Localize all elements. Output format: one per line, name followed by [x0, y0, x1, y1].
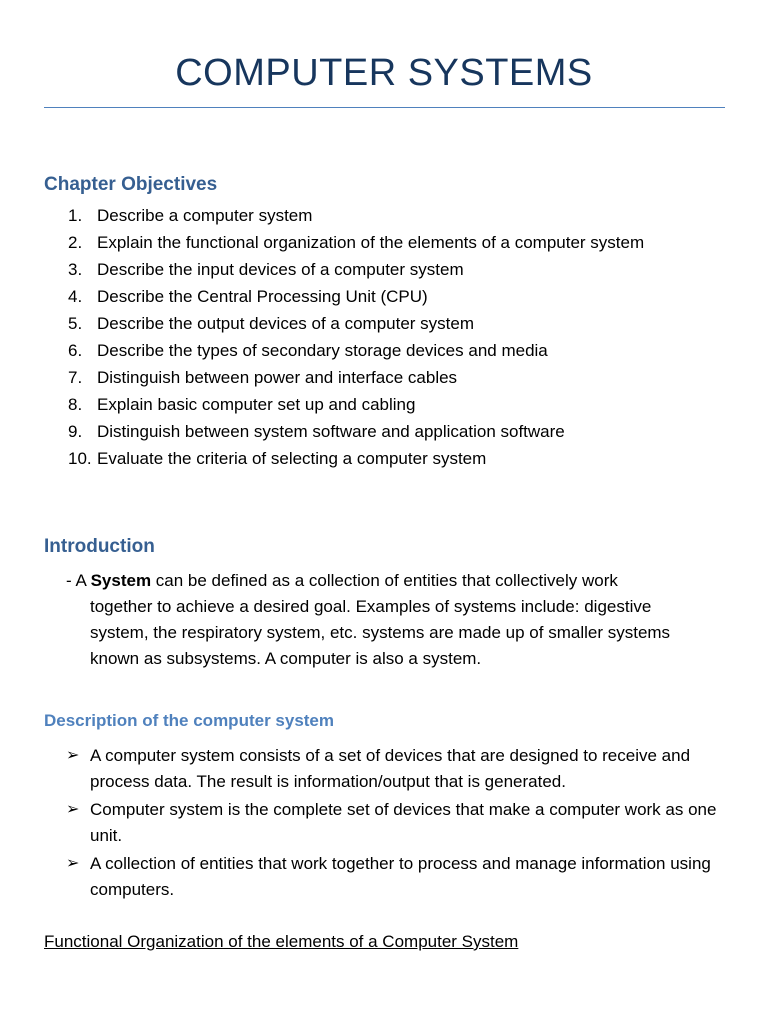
introduction-line1: can be defined as a collection of entities that collectively work [151, 571, 618, 590]
objective-number: 7. [68, 368, 83, 387]
objective-text: Explain the functional organization of the elements of a computer system [97, 233, 645, 252]
objective-number: 5. [68, 314, 83, 333]
objective-text: Describe the input devices of a computer system [97, 260, 464, 279]
description-bullet-item [66, 743, 736, 795]
objective-item [44, 313, 644, 340]
objective-item [44, 205, 644, 232]
introduction-line3: system, the respiratory system, etc. systems are made up of smaller systems [90, 623, 671, 642]
objective-number: 3. [68, 260, 83, 279]
objective-number: 2. [68, 233, 83, 252]
objective-item [44, 448, 644, 475]
objective-number: 6. [68, 341, 83, 360]
objective-item [44, 232, 644, 259]
description-bullet-item [66, 797, 736, 849]
objective-item [44, 394, 644, 421]
objective-number: 1. [68, 206, 83, 225]
objectives-heading: Chapter Objectives [44, 174, 218, 195]
objective-text: Evaluate the criteria of selecting a computer system [97, 449, 487, 468]
description-heading: Description of the computer system [44, 711, 335, 730]
introduction-bold-term: System [90, 571, 152, 590]
objective-number: 4. [68, 287, 83, 306]
arrow-bullet-icon: ➢ [66, 801, 80, 818]
objective-item [44, 259, 644, 286]
arrow-bullet-icon: ➢ [66, 855, 80, 872]
objective-text: Describe the types of secondary storage devices and media [97, 341, 548, 360]
introduction-prefix: - A [66, 571, 91, 590]
introduction-line4: known as subsystems. A computer is also a system. [90, 649, 482, 668]
objective-text: Distinguish between system software and application software [97, 422, 565, 441]
objective-item [44, 421, 644, 448]
objective-text: Explain basic computer set up and cabling [97, 395, 416, 414]
objective-text: Describe the output devices of a computer system [97, 314, 475, 333]
objective-item [44, 286, 644, 313]
objectives-list [44, 205, 644, 475]
introduction-paragraph [66, 568, 736, 672]
objective-text: Distinguish between power and interface cables [97, 368, 458, 387]
description-bullet-text: A collection of entities that work together to process and manage information using computers. [90, 854, 711, 899]
title-underline-rule [44, 107, 725, 108]
objective-number: 9. [68, 422, 83, 441]
arrow-bullet-icon: ➢ [66, 747, 80, 764]
objective-number: 10. [68, 449, 92, 468]
introduction-heading: Introduction [44, 536, 155, 557]
objective-text: Describe a computer system [97, 206, 313, 225]
objective-number: 8. [68, 395, 83, 414]
introduction-line2: together to achieve a desired goal. Examples of systems include: digestive [90, 597, 652, 616]
description-bullet-item [66, 851, 736, 903]
document-title: COMPUTER SYSTEMS [175, 52, 593, 94]
objective-item [44, 367, 644, 394]
description-bullet-text: A computer system consists of a set of devices that are designed to receive and process data. The result is information/output that is generated. [90, 746, 691, 791]
description-bullet-text: Computer system is the complete set of devices that make a computer work as one unit. [90, 800, 717, 845]
description-bullet-list [66, 743, 736, 905]
objective-text: Describe the Central Processing Unit (CPU) [97, 287, 428, 306]
functional-organization-heading: Functional Organization of the elements of a Computer System [44, 932, 519, 951]
objective-item [44, 340, 644, 367]
